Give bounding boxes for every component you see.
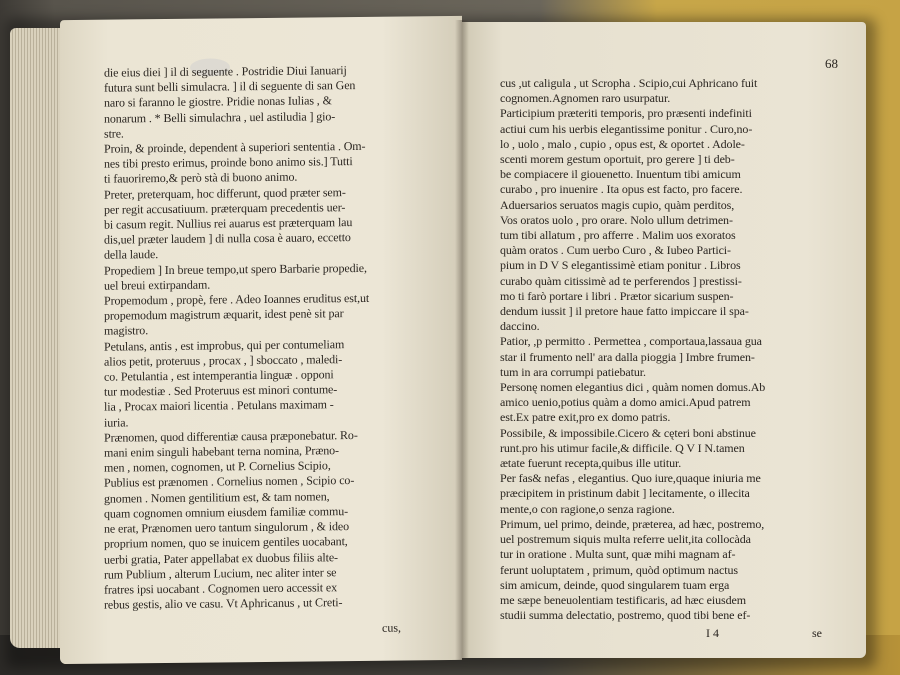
text-line: Participium præteriti temporis, pro præsenti indefiniti	[500, 106, 752, 121]
signature-mark: I 4	[706, 626, 719, 640]
text-line: uel breui extirpandam.	[104, 277, 211, 293]
text-line: per regit accusatiuum. præterquam precedentis uer-	[104, 199, 346, 217]
text-line: men , nomen, cognomen, ut P. Cornelius Scipio,	[104, 458, 331, 475]
text-line: dendum iussit ] il pretore haue fatto impiccare il spa-	[500, 304, 749, 319]
text-line: Personę nomen elegantius dici , quàm nomen domus.Ab	[500, 380, 766, 395]
text-line: ferunt uoluptatem , primum, quòd optimum nactus	[500, 562, 738, 577]
text-line: mani enim singuli habebant terna nomina, Præno-	[104, 443, 339, 460]
text-line: mente,o con ragione,o senza ragione.	[500, 501, 675, 516]
text-line: be compiacere il giouenetto. Inuentum tibi amicum	[500, 167, 741, 182]
text-line: Primum, uel primo, deinde, præterea, ad hæc, postremo,	[500, 516, 765, 531]
text-line: rum Publium , alterum Lucium, nec aliter inter se	[104, 564, 337, 582]
text-line: ti fauoriremo,& però stà di buono animo.	[104, 170, 298, 187]
left-page	[60, 16, 462, 664]
text-line: studii summa delectatio, postremo, quod tibi bene ef-	[500, 608, 751, 623]
text-line: star il frumento nell' ara dalla pioggia ] Imbre frumen-	[500, 349, 755, 364]
text-line: sim amicum, deinde, quod singularem tuam erga	[500, 577, 730, 592]
text-line: cus ,ut caligula , ut Scropha . Scipio,cui Aphricano fuit	[500, 76, 758, 90]
text-line: tum in ara corrumpi patiebatur.	[500, 364, 646, 379]
text-line: ne erat, Prænomen uero tantum singulorum , & ideo	[104, 519, 350, 536]
text-line: stre.	[104, 126, 124, 141]
text-line: tum tibi allatum , pro afferre . Malim uos exoratos	[500, 228, 736, 243]
text-line: amico uenio,potius quàm a domo amici.Apud patrem	[500, 395, 751, 410]
text-line: co. Petulantia , est intemperantia linguæ . opponi	[104, 367, 334, 384]
text-line: dis,uel præter laudem ] di nulla cosa è auaro, eccetto	[104, 230, 351, 247]
text-line: curabo quàm citissimè ad te perferendos ] prestissi-	[500, 273, 742, 288]
text-line: alios petit, proteruus , procax , ] sboccato , maledi-	[104, 352, 343, 369]
text-line: ætate fuerunt recepta,quibus ille utitur.	[500, 456, 682, 471]
left-page-catchword: cus,	[382, 620, 401, 635]
text-line: Vos oratos uolo , pro orare. Nolo ullum detrimen-	[500, 212, 733, 227]
text-line: Possibile, & impossibile.Cicero & cęteri boni abstinue	[500, 425, 756, 440]
right-page	[462, 22, 866, 658]
text-line: lia , Procax maiori licentia . Petulans maximam -	[104, 397, 334, 415]
text-line: quàm oratos . Cum uerbo Curo , & Iubeo Partici-	[500, 243, 731, 258]
text-line: Prænomen, quod differentiæ causa præponebatur. Ro-	[104, 427, 358, 445]
text-line: Preter, preterquam, hoc differunt, quod præter sem-	[104, 184, 346, 202]
text-line: tur in oratione . Multa sunt, quæ mihi magnam af-	[500, 547, 736, 562]
text-line: magistro.	[104, 323, 149, 339]
text-line: tur modestiæ . Sed Proteruus est minori contume-	[104, 382, 338, 399]
text-line: della laude.	[104, 247, 159, 263]
text-line: quam cognomen omnium eiusdem familiæ commu-	[104, 503, 348, 521]
text-line: Patior, ,p permitto . Permettea , comportaua,lassaua gua	[500, 334, 762, 349]
text-line: Proin, & proinde, dependent à superiori sententia . Om-	[104, 138, 366, 156]
text-line: Propediem ] In breue tempo,ut spero Barbarie propedie,	[104, 260, 367, 278]
text-line: Propemodum , propè, fere . Adeo Ioannes eruditus est,ut	[104, 290, 370, 308]
text-line: daccino.	[500, 319, 540, 334]
text-line: cognomen.Agnomen raro usurpatur.	[500, 91, 671, 106]
text-line: Petulans, antis , est improbus, qui per contumeliam	[104, 336, 345, 354]
text-line: scenti morem gestum oportuit, pro gerere ] ti deb-	[500, 152, 735, 167]
text-line: fratres ipsi uocabant . Cognomen uero accessit ex	[104, 580, 338, 597]
text-line: rebus gestis, alio ve casu. Vt Aphricanus , ut Creti-	[104, 595, 343, 612]
text-line: est.Ex patre exit,pro ex domo patris.	[500, 410, 671, 425]
text-line: naro si faranno le giostre. Pridie nonas Iulias , &	[104, 93, 332, 111]
text-line: futura sunt belli simulacra. ] il di seguente di san Gen	[104, 78, 356, 95]
text-line: bi casum regit. Nullius rei auarus est præterquam lau	[104, 215, 353, 232]
text-line: propemodum magistrum æquarit, idest penè sit par	[104, 306, 344, 323]
text-line: gnomen . Nomen gentilitium est, & tam nomen,	[104, 488, 330, 506]
text-line: actiui cum his uerbis elegantissime ponitur . Curo,no-	[500, 121, 753, 136]
text-line: uerbi gratia, Pater appellabat ex duobus filiis alte-	[104, 549, 338, 567]
text-line: proprium nomen, quo se inuicem gentiles uocabant,	[104, 534, 348, 551]
right-page-text	[500, 76, 765, 623]
book-gutter	[455, 20, 469, 660]
text-line: nonarum . * Belli simulachra , uel astiludia ] gio-	[104, 108, 336, 126]
text-line: iuria.	[104, 415, 129, 430]
text-line: pium in D V S elegantissimè etiam ponitur . Libros	[500, 258, 741, 273]
text-line: Aduersarios seruatos magis cupio, quàm perditos,	[500, 197, 735, 212]
text-line: uel postremum siquis multa referre uelit,ita collocàda	[500, 532, 751, 547]
text-line: runt.pro his utimur facile,& difficile. Q V I N.tamen	[500, 440, 745, 455]
text-line: nes tibi presto erimus, proinde bono animo sis.] Tutti	[104, 154, 353, 171]
page-number: 68	[825, 56, 838, 71]
text-line: lo , uolo , malo , cupio , opus est, & oportet . Adole-	[500, 136, 745, 151]
text-line: præcipitem in pristinum dabit ] lecitamente, o illecita	[500, 486, 750, 501]
text-line: me sæpe beneuolentiam testificaris, ad hæc eiusdem	[500, 592, 746, 607]
text-line: mo ti farò portare i libri . Prætor sicarium suspen-	[500, 288, 734, 303]
right-page-catchword: se	[812, 626, 822, 640]
text-line: Publius est prænomen . Cornelius nomen , Scipio co-	[104, 473, 355, 491]
left-page-text	[104, 63, 369, 613]
text-line: curabo , pro inuenire . Ita opus est facto, pro facere.	[500, 182, 743, 197]
text-line: Per fas& nefas , elegantius. Quo iure,quaque iniuria me	[500, 471, 761, 486]
text-line: die eius diei ] il di seguente . Postridie Diui Ianuarij	[104, 63, 347, 80]
